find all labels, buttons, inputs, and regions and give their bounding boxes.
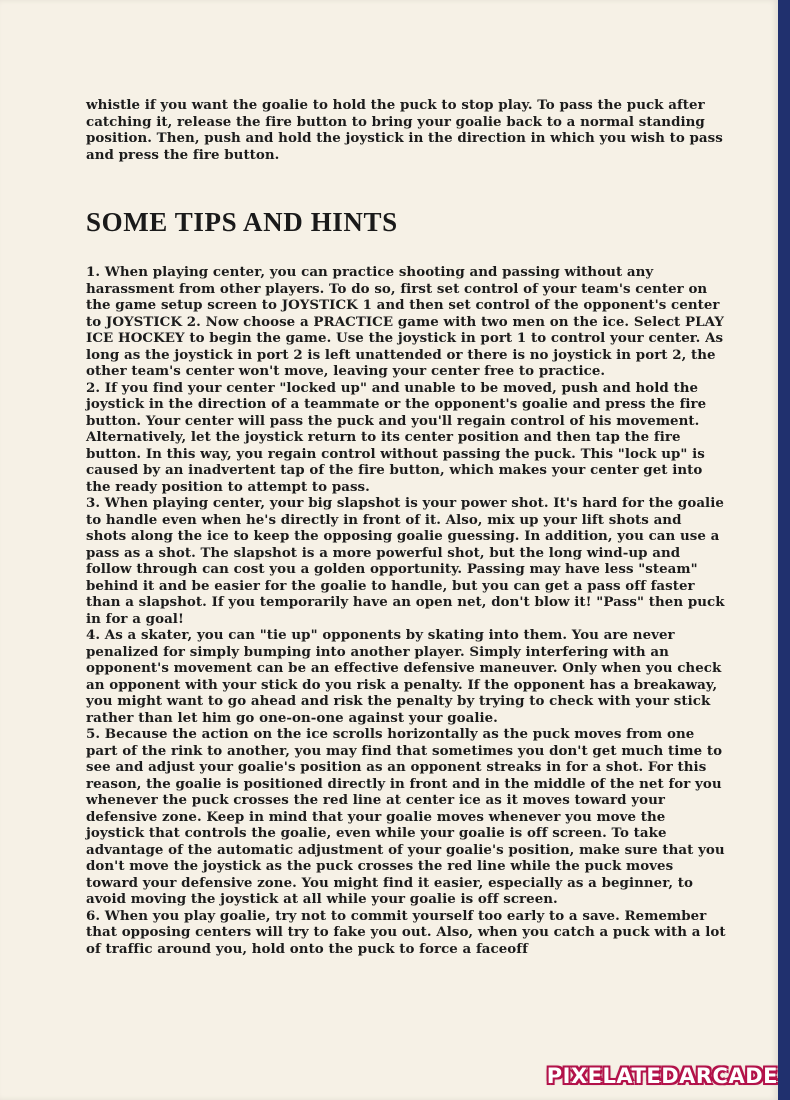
tip-4: 4. As a skater, you can "tie up" opponents by skating into them. You are never penalized for simply bumping into another player. Simply interfering with an opponent's movement can be an effective defensive maneuver. Only when you check an opponent with your stick do you risk a penalty. If the opponent has a breakaway, you might want to go ahead and risk the penalty by trying to check with your stick rather than let him go one-on-one against your goalie. [86, 627, 722, 726]
watermark-logo: PIXELATEDARCADE [546, 1064, 778, 1088]
tip-1: 1. When playing center, you can practice shooting and passing without any harassment from other players. To do so, first set control of your team's center on the game setup screen to JOYSTICK 1 and then set control of the opponent's center to JOYSTICK 2. Now choose a PRACTICE game with two men on the ice. Select PLAY ICE HOCKEY to begin the game. Use the joystick in port 1 to control your center. As long as the joystick in port 2 is left unattended or there is no joystick in port 2, the other team's center won't move, leaving your center free to practice. [86, 264, 724, 379]
tip-3: 3. When playing center, your big slapshot is your power shot. It's hard for the goalie to handle even when he's directly in front of it. Also, mix up your lift shots and shots along the ice to keep the opposing goalie guessing. In addition, you can use a pass as a shot. The slapshot is a more powerful shot, but the long wind-up and follow through can cost you a golden opportunity. Passing may have less "steam" behind it and be easier for the goalie to handle, but you can get a pass off faster than a slapshot. If you temporarily have an open net, don't blow it! "Pass" then puck in for a goal! [86, 495, 725, 627]
binding-strip [778, 0, 790, 1100]
intro-paragraph: whistle if you want the goalie to hold the puck to stop play. To pass the puck after catching it, release the fire button to bring your goalie back to a normal standing position. Then, push and hold the joystick in the direction in which you wish to pass and press the fire button. [86, 97, 723, 163]
page-content [86, 97, 726, 957]
section-title: SOME TIPS AND HINTS [86, 207, 398, 237]
tip-5: 5. Because the action on the ice scrolls horizontally as the puck moves from one part of the rink to another, you may find that sometimes you don't get much time to see and adjust your goalie's position as an opponent streaks in for a shot. For this reason, the goalie is positioned directly in front and in the middle of the net for you whenever the puck crosses the red line at center ice as it moves toward your defensive zone. Keep in mind that your goalie moves whenever you move the joystick that controls the goalie, even while your goalie is off screen. To take advantage of the automatic adjustment of your goalie's position, make sure that you don't move the joystick as the puck crosses the red line while the puck moves toward your defensive zone. You might find it easier, especially as a beginner, to avoid moving the joystick at all while your goalie is off screen. [86, 726, 725, 907]
tip-6: 6. When you play goalie, try not to commit yourself too early to a save. Remember that opposing centers will try to fake you out. Also, when you catch a puck with a lot of traffic around you, hold onto the puck to force a faceoff [86, 907, 726, 957]
tip-2: 2. If you find your center "locked up" and unable to be moved, push and hold the joystick in the direction of a teammate or the opponent's goalie and press the fire button. Your center will pass the puck and you'll regain control of his movement. Alternatively, let the joystick return to its center position and then tap the fire button. In this way, you regain control without passing the puck. This "lock up" is caused by an inadvertent tap of the fire button, which makes your center get into the ready position to attempt to pass. [86, 379, 707, 495]
